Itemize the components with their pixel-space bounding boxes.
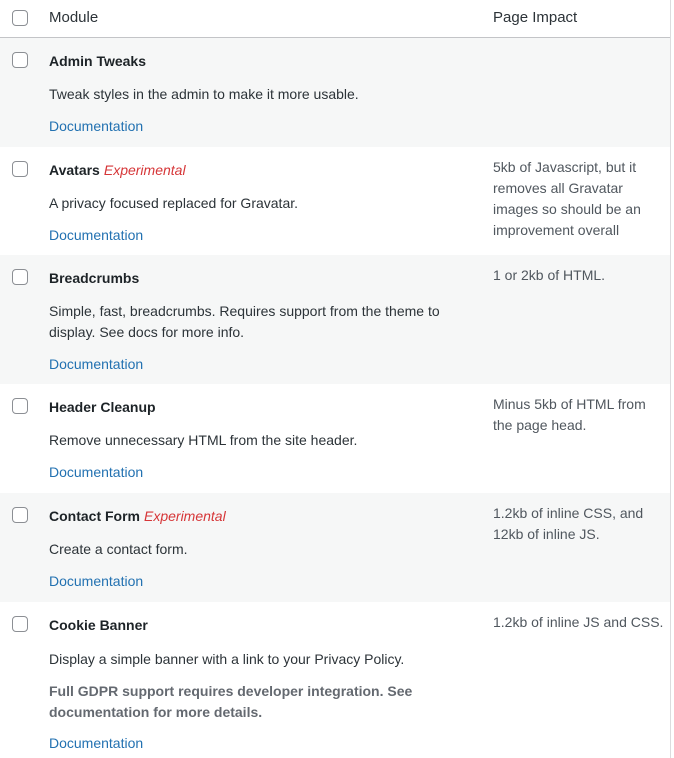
page-impact: Minus 5kb of HTML from the page head. (493, 396, 646, 433)
page-impact: 1 or 2kb of HTML. (493, 267, 606, 283)
column-header-module[interactable]: Module (49, 9, 99, 26)
module-checkbox[interactable] (12, 398, 28, 414)
module-name: Cookie Banner (49, 617, 148, 633)
module-name: Header Cleanup (49, 399, 156, 415)
experimental-badge: Experimental (103, 162, 186, 178)
documentation-link[interactable]: Documentation (49, 356, 144, 372)
module-checkbox[interactable] (12, 507, 28, 523)
documentation-link[interactable]: Documentation (49, 573, 144, 589)
module-description: Display a simple banner with a link to your Privacy Policy. (49, 651, 405, 667)
documentation-link[interactable]: Documentation (49, 227, 144, 243)
module-title (49, 53, 146, 69)
module-row-avatars (0, 147, 670, 255)
module-row-cookie-banner (0, 602, 670, 758)
documentation-link[interactable]: Documentation (49, 118, 144, 134)
module-title (49, 162, 186, 178)
module-checkbox[interactable] (12, 52, 28, 68)
module-description: A privacy focused replaced for Gravatar. (49, 195, 299, 211)
documentation-link[interactable]: Documentation (49, 464, 144, 480)
page-impact: 1.2kb of inline JS and CSS. (493, 614, 664, 630)
module-name: Breadcrumbs (49, 270, 140, 286)
module-row-admin-tweaks (0, 38, 670, 147)
module-name: Contact Form (49, 508, 140, 524)
module-checkbox[interactable] (12, 161, 28, 177)
module-checkbox[interactable] (12, 616, 28, 632)
table-header (0, 0, 670, 38)
module-description: Simple, fast, breadcrumbs. Requires support from the theme to display. See docs for more info. (49, 303, 440, 340)
select-all-checkbox[interactable] (12, 10, 28, 26)
experimental-badge: Experimental (144, 508, 226, 524)
module-title (49, 617, 148, 633)
module-row-contact-form (0, 493, 670, 602)
module-title (49, 270, 139, 286)
module-title (49, 508, 226, 524)
module-name: Avatars (49, 162, 100, 178)
page-impact: 5kb of Javascript, but it removes all Gravatar images so should be an improvement overall (493, 159, 641, 238)
module-name: Admin Tweaks (49, 53, 146, 69)
module-title (49, 399, 156, 415)
column-header-page-impact: Page Impact (493, 9, 578, 26)
module-note: Full GDPR support requires developer integration. See documentation for more details. (49, 683, 413, 720)
module-row-header-cleanup (0, 384, 670, 493)
module-row-breadcrumbs (0, 255, 670, 384)
module-description: Create a contact form. (49, 541, 188, 557)
module-checkbox[interactable] (12, 269, 28, 285)
module-description: Remove unnecessary HTML from the site header. (49, 432, 358, 448)
page-impact: 1.2kb of inline CSS, and 12kb of inline JS. (493, 505, 644, 542)
documentation-link[interactable]: Documentation (49, 735, 144, 751)
module-description: Tweak styles in the admin to make it more usable. (49, 86, 359, 102)
